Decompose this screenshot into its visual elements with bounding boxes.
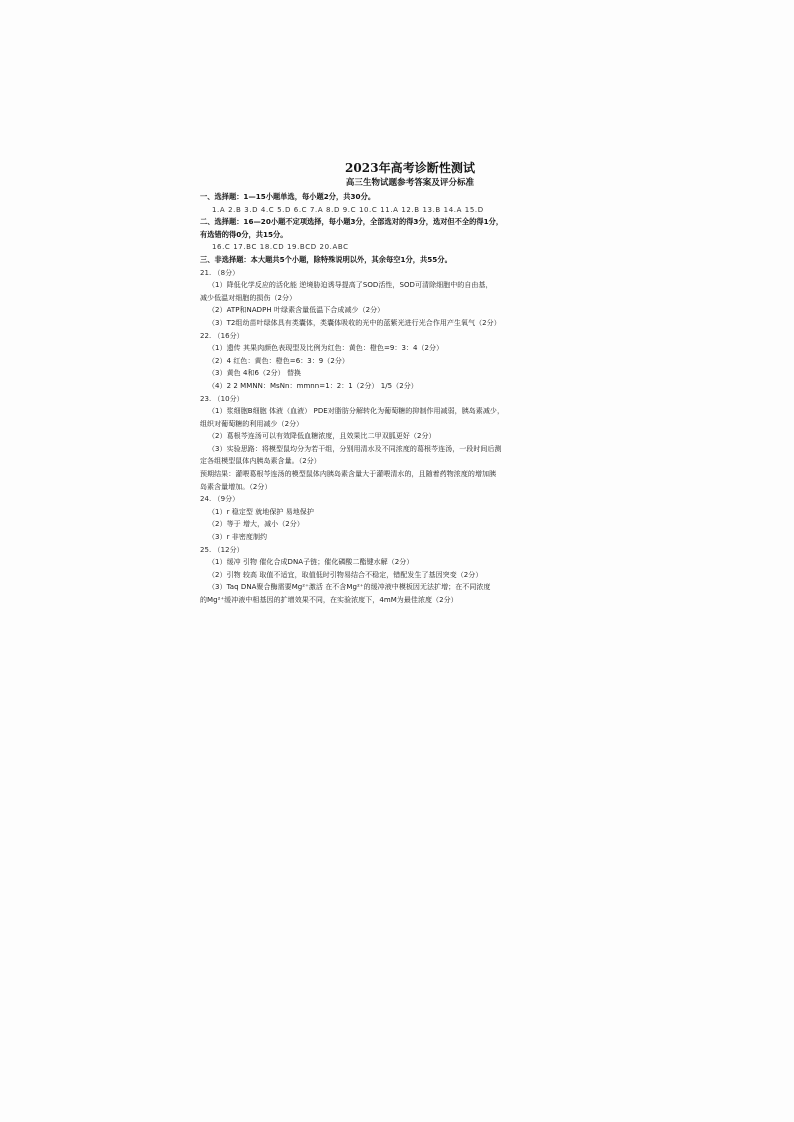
q21-number: 21. （8分） xyxy=(200,268,240,277)
q22-line: （2）4 红色：黄色：橙色=6：3：9（2分） xyxy=(208,356,349,365)
q23-line: 组织对葡萄糖的利用减少（2分） xyxy=(200,419,304,428)
section1-heading: 一、选择题：1—15小题单选，每小题2分，共30分。 xyxy=(200,192,376,201)
q23-line: 预期结果：灌喂葛根芩连汤的模型鼠体内胰岛素含量大于灌喂清水的，且随着药物浓度的增加胰 xyxy=(200,470,497,479)
q24-line: （3）r 非密度制约 xyxy=(208,533,268,542)
answer-key-document xyxy=(200,160,620,607)
q22-line: （1）遗传 其果肉颜色表现型及比例为红色：黄色：橙色=9：3：4（2分） xyxy=(208,344,444,353)
q23-line: （3）实验思路：将模型鼠均分为若干组，分别用清水及不同浓度的葛根芩连汤，一段时间后测 xyxy=(208,444,502,453)
q23-line: 定各组模型鼠体内胰岛素含量。（2分） xyxy=(200,457,321,466)
q25-line: 的Mg²⁺缓冲液中相基因的扩增效果不同，在实验浓度下，4mM为最佳浓度（2分） xyxy=(200,596,458,604)
q23-line: 岛素含量增加。（2分） xyxy=(200,482,272,491)
section3-heading: 三、非选择题：本大题共5个小题，除特殊说明以外，其余每空1分，共55分。 xyxy=(200,254,452,264)
q22-number: 22. （16分） xyxy=(200,331,244,340)
q22-line: （4）2 2 MMNN：MsNn：mmnn=1：2：1（2分） 1/5（2分） xyxy=(208,381,418,390)
q21-line: （1）降低化学反应的活化能 逆境胁迫诱导提高了SOD活性，SOD可清除细胞中的自由基， xyxy=(208,281,493,290)
q22-line: （3）黄色 4和6（2分） 替换 xyxy=(208,369,302,378)
q21-line: （2）ATP和NADPH 叶绿素含量低温下合成减少（2分） xyxy=(208,306,385,315)
section2-heading-line2: 有选错的得0分，共15分。 xyxy=(200,229,288,239)
q24-line: （2）等于 增大，减小（2分） xyxy=(208,520,304,529)
q23-line: （1）浆细胞B细胞 体液（血液） PDE对脂肪分解转化为葡萄糖的抑制作用减弱，胰岛素减少， xyxy=(208,407,504,416)
section2-heading-line1: 二、选择题：16—20小题不定项选择，每小题3分，全部选对的得3分，选对但不全的得1分， xyxy=(200,217,504,227)
q21-line: （3）T2组幼苗叶绿体具有类囊体，类囊体吸收的光中的蓝紫光进行光合作用产生氧气（2分） xyxy=(208,318,501,327)
section2-answers: 16.C 17.BC 18.CD 19.BCD 20.ABC xyxy=(212,243,349,252)
document-subtitle: 高三生物试题参考答案及评分标准 xyxy=(345,178,475,188)
q25-line: （1）缓冲 引物 催化合成DNA子链；催化磷酸二酯键水解（2分） xyxy=(208,558,414,567)
q24-line: （1）r 稳定型 就地保护 易地保护 xyxy=(208,507,314,516)
section1-answers: 1.A 2.B 3.D 4.C 5.D 6.C 7.A 8.D 9.C 10.C 11.A 12.B 13.B 14.A 15.D xyxy=(212,205,484,214)
q25-line: （2）引物 较高 取值不适宜，取值低时引物易结合不稳定，错配发生了基因突变（2分） xyxy=(208,570,483,579)
q23-number: 23. （10分） xyxy=(200,394,244,403)
q25-number: 25. （12分） xyxy=(200,545,244,554)
q23-line: （2）葛根芩连汤可以有效降低血糖浓度，且效果比二甲双胍更好（2分） xyxy=(208,432,436,441)
q21-line: 减少低温对细胞的损伤（2分） xyxy=(200,293,297,302)
q24-number: 24. （9分） xyxy=(200,495,240,504)
document-title: 2023年高考诊断性测试 xyxy=(345,161,475,175)
q25-line: （3）Taq DNA聚合酶需要Mg²⁺激活 在不含Mg²⁺的缓冲液中模板因无法扩增；在不同浓度 xyxy=(208,583,491,592)
